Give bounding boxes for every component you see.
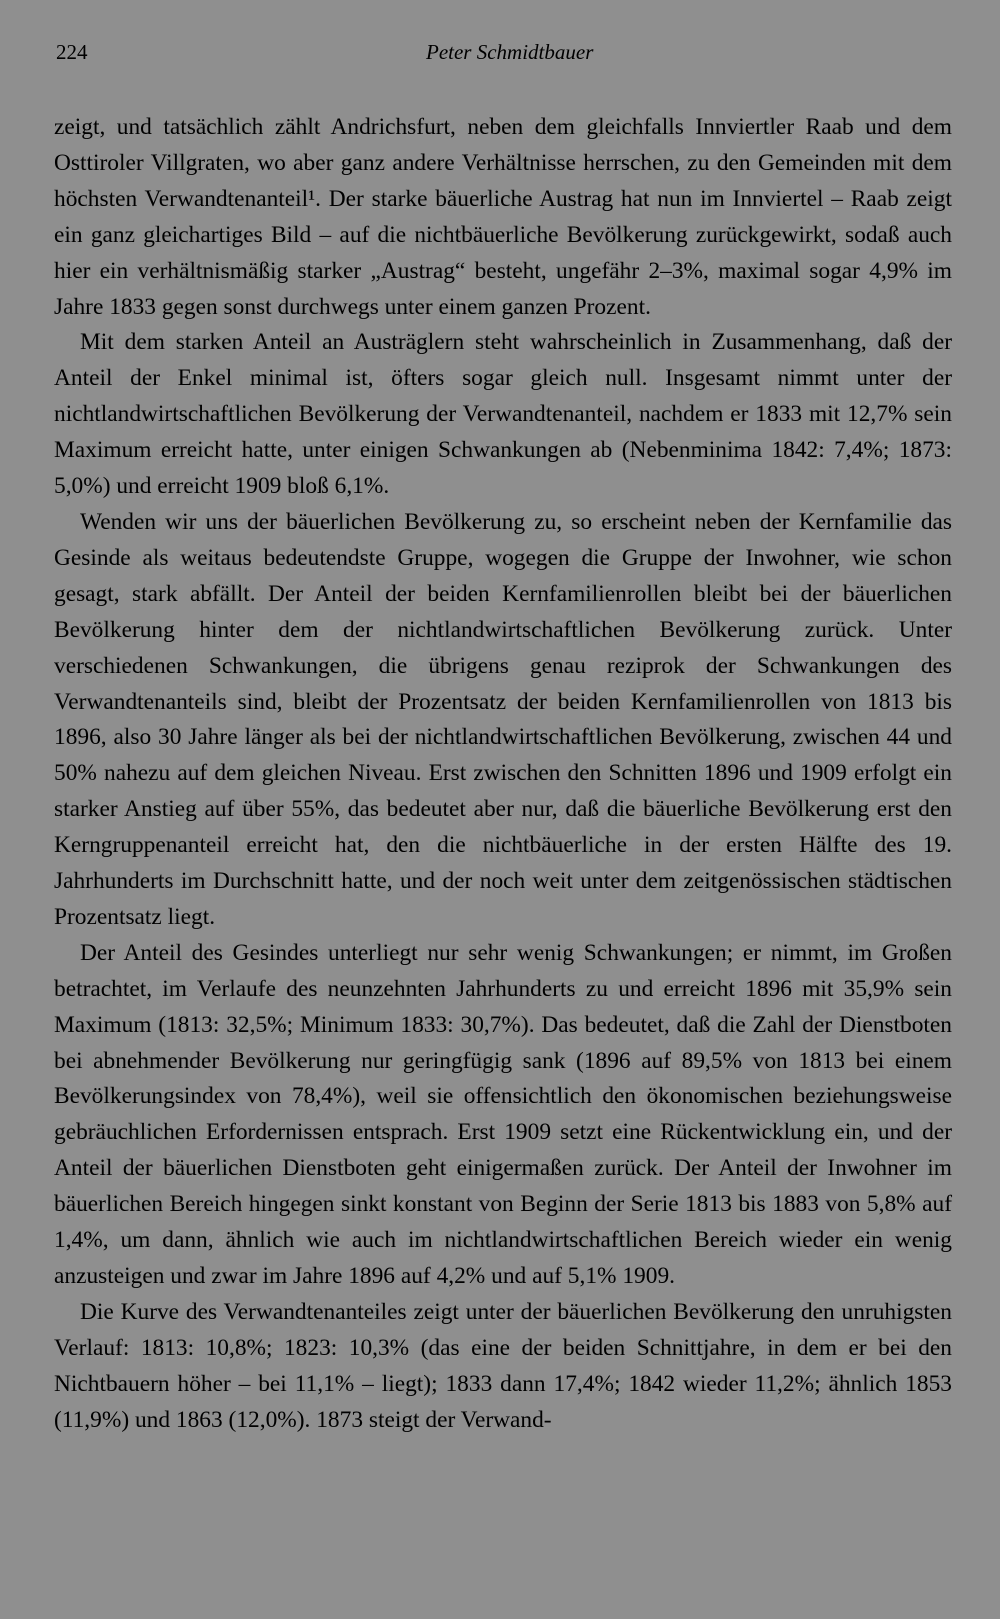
paragraph: Wenden wir uns der bäuerlichen Bevölkerung zu, so erscheint neben der Kernfamilie das Gesinde als weitaus bedeutendste Gruppe, wogegen die Gruppe der Inwohner, wie schon gesagt, stark abfällt. Der Anteil der beiden Kernfamilienrollen bleibt bei der bäuerlichen Bevölkerung hinter dem der nichtlandwirtschaftlichen Bevölkerung zurück. Unter verschiedenen Schwankungen, die übrigens genau reziprok der Schwankungen des Verwandtenanteils sind, bleibt der Prozentsatz der beiden Kernfamilienrollen von 1813 bis 1896, also 30 Jahre länger als bei der nichtlandwirtschaftlichen Bevölkerung, zwischen 44 und 50% nahezu auf dem gleichen Niveau. Erst zwischen den Schnitten 1896 und 1909 erfolgt ein starker Anstieg auf über 55%, das bedeutet aber nur, daß die bäuerliche Bevölkerung erst den Kerngruppenanteil erreicht hat, den die nichtbäuerliche in der ersten Hälfte des 19. Jahrhunderts im Durchschnitt hatte, und der noch weit unter dem zeitgenössischen städtischen Prozentsatz liegt. (54, 508, 952, 930)
body-text (54, 110, 952, 1439)
paragraph: Mit dem starken Anteil an Austräglern steht wahrscheinlich in Zusammenhang, daß der Anteil der Enkel minimal ist, öfters sogar gleich null. Insgesamt nimmt unter der nichtlandwirtschaftlichen Bevölkerung der Verwandtenanteil, nachdem er 1833 mit 12,7% sein Maximum erreicht hatte, unter einigen Schwankungen ab (Nebenminima 1842: 7,4%; 1873: 5,0%) und erreicht 1909 bloß 6,1%. (54, 329, 952, 500)
paragraph: zeigt, und tatsächlich zählt Andrichsfurt, neben dem gleichfalls Innviertler Raab und dem Osttiroler Villgraten, wo aber ganz andere Verhältnisse herrschen, zu den Gemeinden mit dem höchsten Verwandtenanteil¹. Der starke bäuerliche Austrag hat nun im Innviertel – Raab zeigt ein ganz gleichartiges Bild – auf die nichtbäuerliche Bevölkerung zurückgewirkt, sodaß auch hier ein verhältnismäßig starker „Austrag“ besteht, ungefähr 2–3%, maximal sogar 4,9% im Jahre 1833 gegen sonst durchwegs unter einem ganzen Prozent. (54, 114, 952, 320)
page-header (56, 40, 944, 70)
paragraph: Die Kurve des Verwandtenanteiles zeigt unter der bäuerlichen Bevölkerung den unruhigsten Verlauf: 1813: 10,8%; 1823: 10,3% (das eine der beiden Schnittjahre, in dem er bei den Nichtbauern höher – bei 11,1% – liegt); 1833 dann 17,4%; 1842 wieder 11,2%; ähnlich 1853 (11,9%) und 1863 (12,0%). 1873 steigt der Verwand- (54, 1298, 952, 1433)
running-head: Peter Schmidtbauer (426, 40, 594, 64)
page-number: 224 (56, 40, 88, 64)
paragraph: Der Anteil des Gesindes unterliegt nur sehr wenig Schwankungen; er nimmt, im Großen betrachtet, im Verlaufe des neunzehnten Jahrhunderts zu und erreicht 1896 mit 35,9% sein Maximum (1813: 32,5%; Minimum 1833: 30,7%). Das bedeutet, daß die Zahl der Dienstboten bei abnehmender Bevölkerung nur geringfügig sank (1896 auf 89,5% von 1813 bei einem Bevölkerungsindex von 78,4%), weil sie offensichtlich den ökonomischen beziehungsweise gebräuchlichen Erfordernissen entsprach. Erst 1909 setzt eine Rückentwicklung ein, und der Anteil der bäuerlichen Dienstboten geht einigermaßen zurück. Der Anteil der Inwohner im bäuerlichen Bereich hingegen sinkt konstant von Beginn der Serie 1813 bis 1883 von 5,8% auf 1,4%, um dann, ähnlich wie auch im nichtlandwirtschaftlichen Bereich wieder ein wenig anzusteigen und zwar im Jahre 1896 auf 4,2% und auf 5,1% 1909. (54, 939, 952, 1289)
